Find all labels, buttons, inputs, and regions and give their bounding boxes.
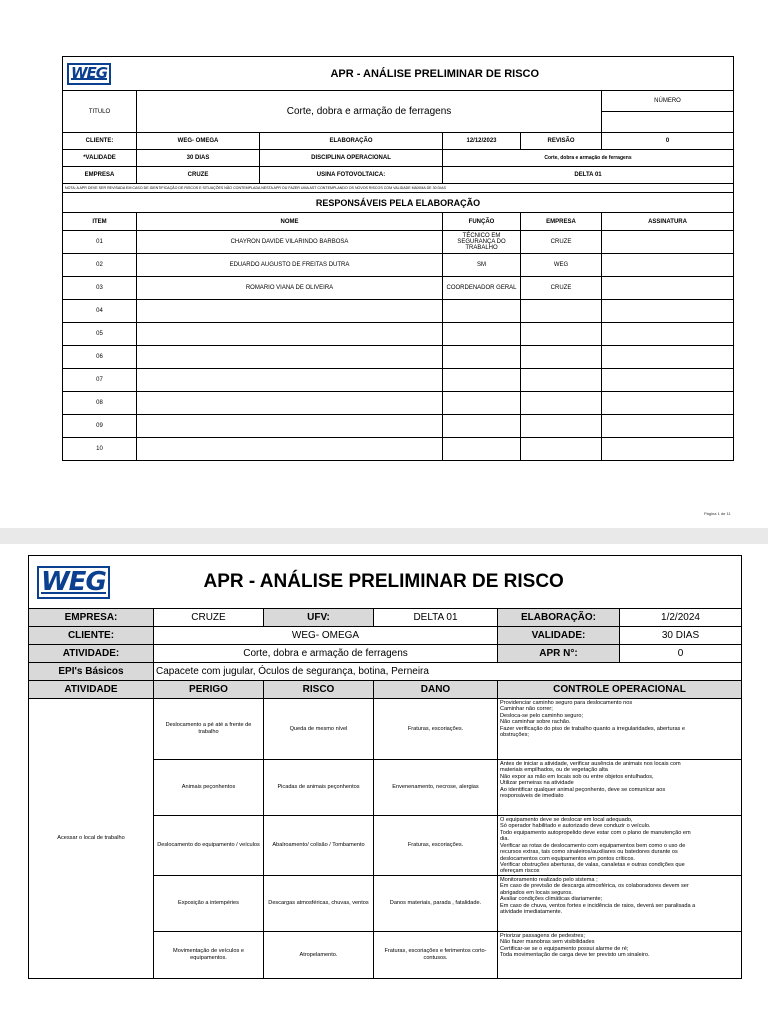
elaboracao-label: ELABORAÇÃO	[260, 133, 443, 150]
perigo-cell: Deslocamento a pé até a frente de trabalho	[154, 699, 264, 760]
funcao-cell: TÉCNICO EM SEGURANÇA DO TRABALHO	[443, 231, 521, 254]
col-perigo: PERIGO	[154, 681, 264, 699]
nome-cell	[137, 369, 443, 392]
funcao-cell: SM	[443, 254, 521, 277]
assinatura-cell[interactable]	[602, 231, 734, 254]
nome-cell	[137, 300, 443, 323]
item-cell: 07	[63, 369, 137, 392]
empresa-label: EMPRESA	[63, 167, 137, 184]
elaboracao-value: 12/12/2023	[443, 133, 521, 150]
table-row	[63, 254, 734, 277]
responsaveis-title: RESPONSÁVEIS PELA ELABORAÇÃO	[63, 193, 734, 213]
item-cell: 08	[63, 392, 137, 415]
epis-value: Capacete com jugular, Óculos de segurança, botina, Perneira	[154, 663, 742, 681]
validade-value: 30 DIAS	[137, 150, 260, 167]
controle-cell: Antes de iniciar a atividade, verificar ausência de animais nos locais com materiais empilhados, ou de vegetação alta Não expor as mão em locais sob ou entre objetos entulhados, Utilizar perneiras na atividade Ao identificar qualquer animal peçonhento, deve se comunicar aos responsáveis de imediato	[498, 760, 742, 816]
dano-cell: Fraturas, escoriações e ferimentos corto-contusos.	[374, 932, 498, 979]
assinatura-cell[interactable]	[602, 415, 734, 438]
funcao-cell	[443, 438, 521, 461]
logo-cell	[63, 57, 137, 91]
risco-cell: Atropelamento.	[264, 932, 374, 979]
risco-cell: Descargas atmosféricas, chuvas, ventos	[264, 876, 374, 932]
validade-value-2: 30 DIAS	[620, 627, 742, 645]
risco-cell: Abalroamento/ colisão / Tombamento	[264, 816, 374, 876]
disciplina-value: Corte, dobra e armação de ferragens	[443, 150, 734, 167]
table-row	[63, 346, 734, 369]
col-risco: RISCO	[264, 681, 374, 699]
perigo-cell: Exposição a intempéries	[154, 876, 264, 932]
nota: NOTA: A APR DEVE SER REVISADA EM CASO DE IDENTIFICAÇÃO DE RISCOS E SITUAÇÕES NÃO CONTEMPLADA NESTA APR OU FAZER UMA AST CONTEMPLANDO OS NOVOS RISCOS COM VALIDADE MÁXIMA DE 30 DIAS	[63, 184, 734, 193]
ufv-label: UFV:	[264, 609, 374, 627]
activity-cell: Acessar o local de trabalho	[29, 699, 154, 979]
assinatura-cell[interactable]	[602, 300, 734, 323]
controle-cell: O equipamento deve se deslocar em local adequado, Só operador habilitado e autorizado deve conduzir o veículo. Todo equipamento autopropelido deve estar com o plano de manutenção em dia. Verificar as rotas de deslocamento com equipamentos bem como o uso de recursos extras, tais como sinaleiros/auxiliares ou batedores durante os deslocamentos com equipamentos em pontos críticos. Verificar obstruções aberturas, de valas, canaletas e outras condições que ofereçam riscos	[498, 816, 742, 876]
col-funcao: FUNÇÃO	[443, 213, 521, 231]
controle-cell: Priorizar passagens de pedestres; Não fazer manobras sem visibilidades Certificar-se se o equipamento possui alarme de ré; Toda movimentação de carga deve ter previsto um sinaleiro.	[498, 932, 742, 979]
dano-cell: Fraturas, escoriações.	[374, 816, 498, 876]
nome-cell	[137, 415, 443, 438]
funcao-cell: COORDENADOR GERAL	[443, 277, 521, 300]
nome-cell	[137, 346, 443, 369]
empresa-cell	[521, 369, 602, 392]
logo-cell-2	[29, 556, 154, 609]
table-row	[63, 415, 734, 438]
cliente-label-2: CLIENTE:	[29, 627, 154, 645]
assinatura-cell[interactable]	[602, 346, 734, 369]
empresa-cell: WEG	[521, 254, 602, 277]
validade-label: *VALIDADE	[63, 150, 137, 167]
empresa-cell: CRUZE	[521, 277, 602, 300]
empresa-cell	[521, 438, 602, 461]
atividade-label: ATIVIDADE:	[29, 645, 154, 663]
numero-value	[602, 112, 734, 133]
col-dano: DANO	[374, 681, 498, 699]
perigo-cell: Deslocamento do equipamento / veículos	[154, 816, 264, 876]
titulo-label: TITULO	[63, 91, 137, 133]
elaboracao-value-2: 1/2/2024	[620, 609, 742, 627]
table-row	[63, 392, 734, 415]
atividade-value: Corte, dobra e armação de ferragens	[154, 645, 498, 663]
assinatura-cell[interactable]	[602, 254, 734, 277]
item-cell: 02	[63, 254, 137, 277]
controle-cell: Monitoramento realizado pelo sistema ; Em caso de previsão de descarga atmosférica, os colaboradores devem ser abrigados em locais seguros. Avaliar condições climáticas diariamente; Em caso de chuva, ventos fortes e incidência de raios, deverá ser paralisada a atividade imediatamente.	[498, 876, 742, 932]
risco-cell: Picadas de animais peçonhentos	[264, 760, 374, 816]
item-cell: 10	[63, 438, 137, 461]
page-title-2: APR - ANÁLISE PRELIMINAR DE RISCO	[154, 556, 742, 609]
nome-cell	[137, 438, 443, 461]
assinatura-cell[interactable]	[602, 369, 734, 392]
col-item: ITEM	[63, 213, 137, 231]
empresa-cell	[521, 346, 602, 369]
empresa-cell	[521, 392, 602, 415]
empresa-cell	[521, 323, 602, 346]
apr-cover-table	[62, 56, 734, 461]
col-atividade: ATIVIDADE	[29, 681, 154, 699]
page-number: Página 1 de 11	[704, 511, 731, 516]
table-row	[63, 300, 734, 323]
usina-label: USINA FOTOVOLTAICA:	[260, 167, 443, 184]
dano-cell: Danos materiais, parada , fatalidade.	[374, 876, 498, 932]
page-title: APR - ANÁLISE PRELIMINAR DE RISCO	[137, 57, 734, 91]
item-cell: 06	[63, 346, 137, 369]
item-cell: 04	[63, 300, 137, 323]
empresa-value: CRUZE	[137, 167, 260, 184]
cliente-value: WEG- OMEGA	[137, 133, 260, 150]
perigo-cell: Movimentação de veículos e equipamentos.	[154, 932, 264, 979]
titulo-value: Corte, dobra e armação de ferragens	[137, 91, 602, 133]
numero-label: NÚMERO	[602, 91, 734, 112]
cliente-label: CLIENTE:	[63, 133, 137, 150]
elaboracao-label-2: ELABORAÇÃO:	[498, 609, 620, 627]
usina-value: DELTA 01	[443, 167, 734, 184]
dano-cell: Fraturas, escoriações.	[374, 699, 498, 760]
empresa-cell	[521, 415, 602, 438]
revisao-value: 0	[602, 133, 734, 150]
funcao-cell	[443, 392, 521, 415]
empresa-cell: CRUZE	[521, 231, 602, 254]
table-row	[63, 438, 734, 461]
empresa-value-2: CRUZE	[154, 609, 264, 627]
nome-cell	[137, 392, 443, 415]
empresa-cell	[521, 300, 602, 323]
table-row	[63, 231, 734, 254]
item-cell: 03	[63, 277, 137, 300]
nome-cell: ROMARIO VIANA DE OLIVEIRA	[137, 277, 443, 300]
nome-cell: EDUARDO AUGUSTO DE FREITAS DUTRA	[137, 254, 443, 277]
disciplina-label: DISCIPLINA OPERACIONAL	[260, 150, 443, 167]
table-row	[63, 323, 734, 346]
apr-risk-table	[28, 555, 742, 979]
item-cell: 05	[63, 323, 137, 346]
apr-label: APR N°:	[498, 645, 620, 663]
col-controle: CONTROLE OPERACIONAL	[498, 681, 742, 699]
revisao-label: REVISÃO	[521, 133, 602, 150]
weg-logo: WEG	[67, 63, 111, 85]
assinatura-cell[interactable]	[602, 392, 734, 415]
controle-cell: Providenciar caminho seguro para deslocamento nos Caminhar não correr; Desloca-se pelo caminho seguro; Não caminhar sobre rachão. Fazer verificação do piso de trabalho quanto a irregularidades, aberturas e obstruções;	[498, 699, 742, 760]
item-cell: 09	[63, 415, 137, 438]
apr-value: 0	[620, 645, 742, 663]
assinatura-cell[interactable]	[602, 277, 734, 300]
ufv-value: DELTA 01	[374, 609, 498, 627]
perigo-cell: Animais peçonhentos	[154, 760, 264, 816]
epis-label: EPI's Básicos	[29, 663, 154, 681]
funcao-cell	[443, 300, 521, 323]
item-cell: 01	[63, 231, 137, 254]
assinatura-cell[interactable]	[602, 438, 734, 461]
table-row	[63, 277, 734, 300]
assinatura-cell[interactable]	[602, 323, 734, 346]
validade-label-2: VALIDADE:	[498, 627, 620, 645]
nome-cell	[137, 323, 443, 346]
risk-row	[29, 699, 742, 760]
col-assinatura: ASSINATURA	[602, 213, 734, 231]
funcao-cell	[443, 415, 521, 438]
funcao-cell	[443, 323, 521, 346]
nome-cell: CHAYRON DAVIDE VILARINDO BARBOSA	[137, 231, 443, 254]
dano-cell: Envenenamento, necrose, alergias	[374, 760, 498, 816]
weg-logo-2: WEG	[37, 566, 110, 599]
empresa-label-2: EMPRESA:	[29, 609, 154, 627]
funcao-cell	[443, 369, 521, 392]
funcao-cell	[443, 346, 521, 369]
cliente-value-2: WEG- OMEGA	[154, 627, 498, 645]
col-empresa: EMPRESA	[521, 213, 602, 231]
risco-cell: Queda de mesmo nível	[264, 699, 374, 760]
page-separator	[0, 528, 768, 544]
col-nome: NOME	[137, 213, 443, 231]
table-row	[63, 369, 734, 392]
